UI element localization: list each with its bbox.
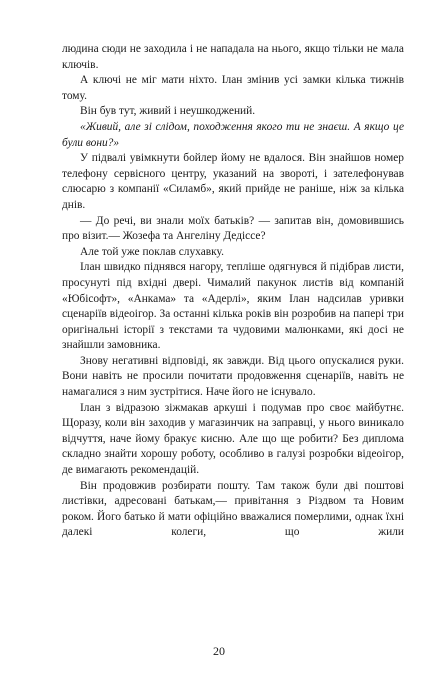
paragraph: У підвалі увімкнути бойлер йому не вдалося. Він знайшов номер телефону сервісного центру, указаний на звороті, і зателефонував слюсарю з компанії «Силамб», який прийде не раніше, ніж за кілька днів.: [62, 152, 404, 211]
paragraph: Він був тут, живий і неушкоджений.: [80, 105, 256, 118]
paragraph: Він продовжив розбирати пошту. Там також були дві поштові листівки, адресовані батькам,— привітання з Різдвом та Новим роком. Його батько й мати офіційно вважалися померлими, однак їхні далекі колеги, що жили: [62, 479, 404, 539]
paragraph: людина сюди не заходила і не нападала на нього, якщо тільки не мала ключів.: [62, 43, 404, 71]
dialogue-line: — До речі, ви знали моїх батьків? — запитав він, домовившись про візит.— Жозефа та Ангеліну Дедіссе?: [62, 214, 404, 243]
paragraph: Але той уже поклав слухавку.: [80, 245, 224, 258]
italic-thought: «Живий, але зі слідом, походження якого ти не знаєш. А якщо це були вони?»: [62, 120, 404, 149]
paragraph: Ілан швидко піднявся нагору, тепліше одягнувся й підібрав листи, просунуті під вхідні двері. Чималий пакунок листів від компаній «Юбісофт», «Анкама» та «Адерлі», яким Ілан надсилав уривки сценаріїв відеоігор. За останні кілька років він розробив на папері три оригінальні історії з текстами та чудовими малюнками, які досі не знайшли замовника.: [62, 261, 404, 352]
paragraph: Знову негативні відповіді, як завжди. Від цього опускалися руки. Вони навіть не просили почитати продовження сценаріїв, навіть не намагалися з ним зустрітися. Наче його не існувало.: [62, 354, 404, 399]
paragraph: А ключі не міг мати ніхто. Ілан змінив усі замки кілька тижнів тому.: [62, 74, 404, 102]
page-number: 20: [213, 644, 225, 658]
paragraph: Ілан з відразою зіжмакав аркуші і подумав про своє майбутнє. Щоразу, коли він заходив у магазинчик на заправці, у нього виникало відчуття, наче йому бракує кисню. Але що ще робити? Без диплома складно знайти хорошу роботу, особливо в галузі розробки відеоігор, де вимагають рекомендацій.: [62, 401, 404, 477]
body-text: [62, 42, 404, 541]
